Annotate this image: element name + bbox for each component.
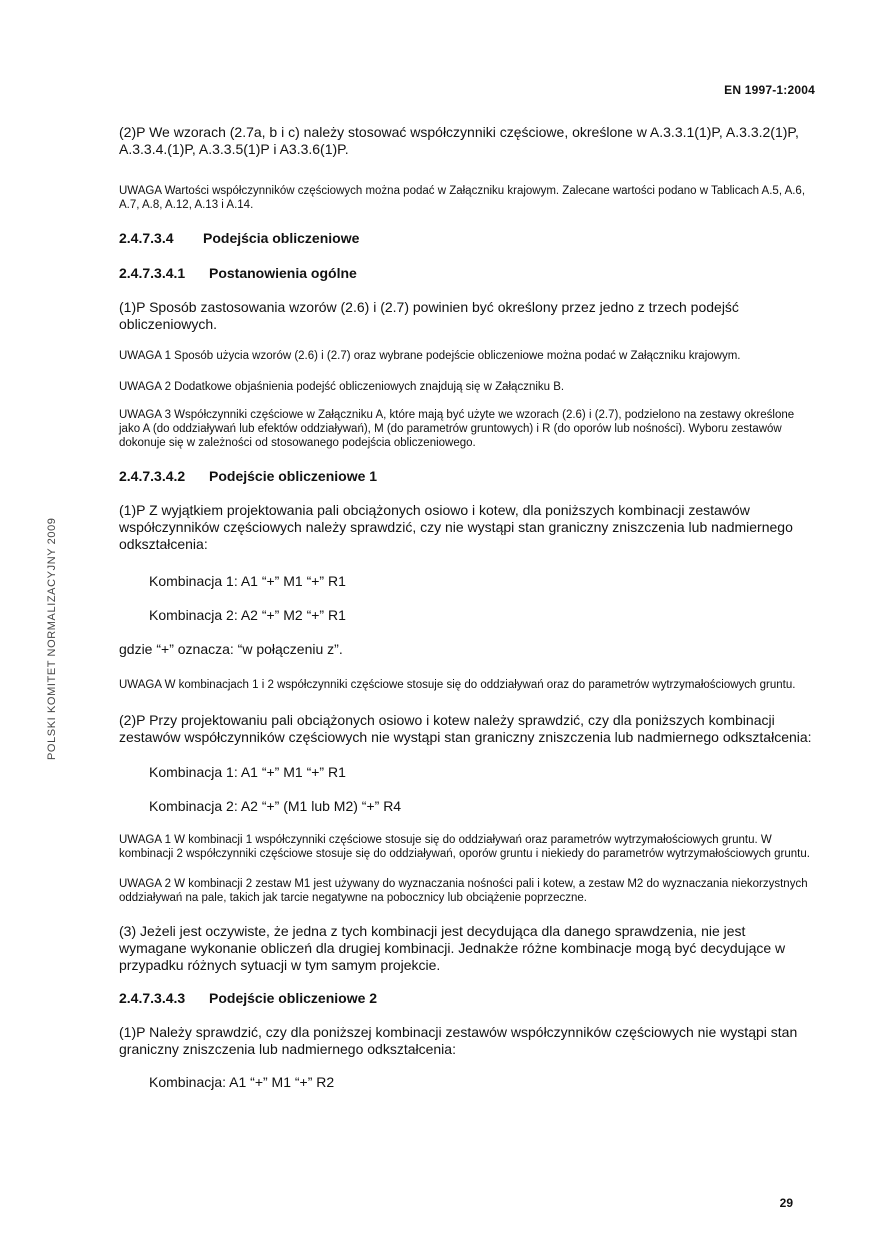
standard-id: EN 1997-1:2004	[724, 83, 815, 97]
note: UWAGA Wartości współczynników częściowych można podać w Załączniku krajowym. Zalecane wartości podano w Tablicach A.5, A.6, A.7, A.8, A.12, A.13 i A.14.	[119, 185, 806, 211]
combination: Kombinacja: A1 “+” M1 “+” R2	[149, 1074, 335, 1090]
section-heading	[119, 265, 812, 281]
section-heading	[119, 230, 812, 246]
section-title: Postanowienia ogólne	[209, 265, 357, 281]
page-number: 29	[779, 1196, 793, 1210]
paragraph: gdzie “+” oznacza: “w połączeniu z”.	[119, 641, 343, 657]
paragraph: (1)P Z wyjątkiem projektowania pali obciążonych osiowo i kotew, dla poniższych kombinacji zestawów współczynników częściowych należy sprawdzić, czy nie wystąpi stan graniczny zniszczenia lub nadmiernego odkształcenia:	[119, 502, 793, 552]
combination-text: Kombinacja 2: A2 “+” (M1 lub M2) “+” R4	[149, 798, 402, 814]
section-heading	[119, 990, 812, 1006]
section-number: 2.4.7.3.4.3	[119, 990, 186, 1006]
paragraph: (1)P Sposób zastosowania wzorów (2.6) i (2.7) powinien być określony przez jedno z trzech podejść obliczeniowych.	[119, 299, 739, 332]
section-heading	[119, 468, 812, 484]
combination: Kombinacja 1: A1 “+” M1 “+” R1	[149, 573, 346, 589]
paragraph: (1)P Należy sprawdzić, czy dla poniższej kombinacji zestawów współczynników częściowych nie wystąpi stan graniczny zniszczenia lub nadmiernego odkształcenia:	[119, 1024, 798, 1057]
note: UWAGA 2 W kombinacji 2 zestaw M1 jest używany do wyznaczania nośności pali i kotew, a zestaw M2 do wyznaczania niekorzystnych oddziaływań na pale, takich jak tarcie negatywne na pobocznicy lub obciążenie poprzeczne.	[119, 878, 808, 904]
page-content	[119, 124, 812, 1091]
paragraph: (2)P We wzorach (2.7a, b i c) należy stosować współczynniki częściowe, określone w A.3.3.1(1)P, A.3.3.2(1)P, A.3.3.4.(1)P, A.3.3.5(1)P i A3.3.6(1)P.	[119, 124, 799, 157]
side-watermark: POLSKI KOMITET NORMALIZACYJNY 2009	[46, 517, 58, 760]
section-title: Podejścia obliczeniowe	[203, 230, 360, 246]
combination: Kombinacja 1: A1 “+” M1 “+” R1	[149, 764, 346, 780]
section-title: Podejście obliczeniowe 2	[209, 990, 378, 1006]
note: UWAGA 1 Sposób użycia wzorów (2.6) i (2.7) oraz wybrane podejście obliczeniowe można podać w Załączniku krajowym.	[119, 350, 741, 362]
section-title: Podejście obliczeniowe 1	[209, 468, 378, 484]
paragraph: (2)P Przy projektowaniu pali obciążonych osiowo i kotew należy sprawdzić, czy dla poniższych kombinacji zestawów współczynników częściowych nie wystąpi stan graniczny zniszczenia lub nadmiernego odkształcenia:	[119, 712, 812, 745]
note: UWAGA W kombinacjach 1 i 2 współczynniki częściowe stosuje się do oddziaływań oraz do parametrów wytrzymałościowych gruntu.	[119, 679, 796, 691]
combination: Kombinacja 2: A2 “+” M2 “+” R1	[149, 607, 346, 623]
note: UWAGA 2 Dodatkowe objaśnienia podejść obliczeniowych znajdują się w Załączniku B.	[119, 381, 565, 393]
note: UWAGA 1 W kombinacji 1 współczynniki częściowe stosuje się do oddziaływań oraz parametrów wytrzymałościowych gruntu. W kombinacji 2 współczynniki częściowe stosuje się do oddziaływań, oporów gruntu i niekiedy do parametrów wytrzymałościowych gruntu.	[119, 834, 810, 860]
section-number: 2.4.7.3.4	[119, 230, 174, 246]
section-number: 2.4.7.3.4.2	[119, 468, 186, 484]
combination	[149, 798, 812, 815]
note: UWAGA 3 Współczynniki częściowe w Załączniku A, które mają być użyte we wzorach (2.6) i (2.7), podzielono na zestawy określone jako A (do oddziaływań lub efektów oddziaływań), M (do parametrów gruntowych) i R (do oporów lub nośności). Wyboru zestawów dokonuje się w zależności od stosowanego podejścia obliczeniowego.	[119, 409, 795, 449]
paragraph: (3) Jeżeli jest oczywiste, że jedna z tych kombinacji jest decydująca dla danego sprawdzenia, nie jest wymagane wykonanie obliczeń dla drugiej kombinacji. Jednakże różne kombinacje mogą być decydujące w przypadku różnych sytuacji w tym samym projekcie.	[119, 923, 786, 973]
section-number: 2.4.7.3.4.1	[119, 265, 186, 281]
